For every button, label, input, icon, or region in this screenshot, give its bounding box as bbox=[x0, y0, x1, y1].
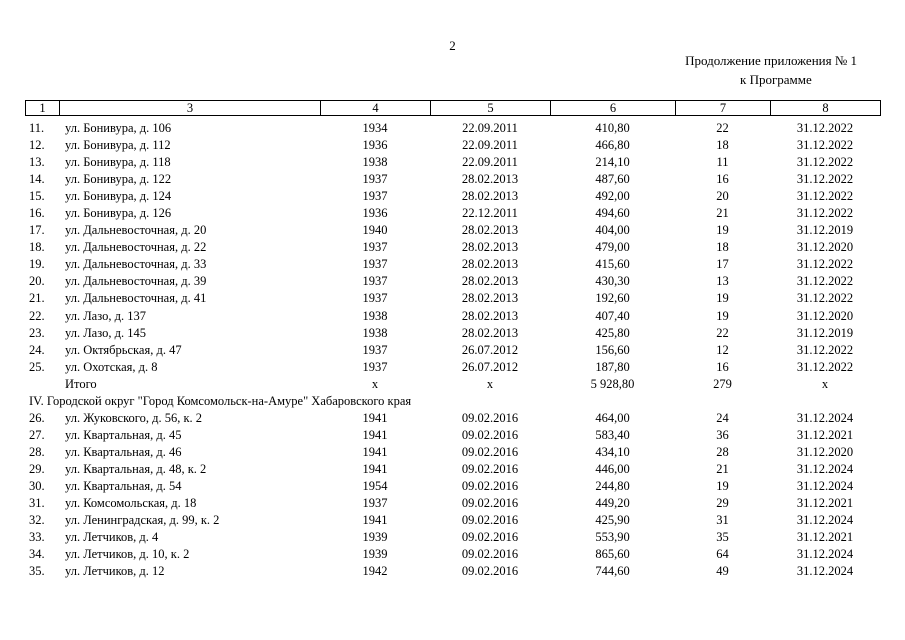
appendix-subtitle: к Программе bbox=[740, 72, 812, 87]
row-number: 32. bbox=[29, 513, 45, 528]
people-cell: 12 bbox=[716, 342, 729, 357]
deadline-cell: 31.12.2020 bbox=[796, 308, 854, 323]
date-cell: 28.02.2013 bbox=[461, 308, 519, 323]
date-cell: 28.02.2013 bbox=[461, 240, 519, 255]
deadline-cell: 31.12.2019 bbox=[796, 325, 854, 340]
address-cell: ул. Летчиков, д. 4 bbox=[65, 530, 159, 545]
row-number: 12. bbox=[29, 138, 45, 153]
year-cell: 1937 bbox=[362, 172, 388, 187]
row-number: 16. bbox=[29, 206, 45, 221]
deadline-cell: 31.12.2022 bbox=[796, 138, 854, 153]
date-cell: 26.07.2012 bbox=[461, 342, 519, 357]
date-cell: 28.02.2013 bbox=[461, 325, 519, 340]
year-cell: 1938 bbox=[362, 308, 388, 323]
address-cell: ул. Лазо, д. 137 bbox=[65, 308, 146, 323]
people-cell: 13 bbox=[716, 274, 729, 289]
total-row bbox=[25, 376, 880, 393]
column-header: 3 bbox=[60, 101, 321, 116]
date-cell: 09.02.2016 bbox=[461, 564, 519, 579]
row-number: 25. bbox=[29, 359, 45, 374]
table-row bbox=[25, 120, 880, 137]
area-cell: 865,60 bbox=[595, 547, 630, 562]
table-row bbox=[25, 495, 880, 512]
area-cell: 553,90 bbox=[595, 530, 630, 545]
table-row bbox=[25, 427, 880, 444]
date-cell: 22.09.2011 bbox=[462, 138, 518, 153]
table-row bbox=[25, 325, 880, 342]
area-cell: 410,80 bbox=[595, 121, 630, 136]
total-people: 279 bbox=[713, 376, 732, 391]
date-cell: 09.02.2016 bbox=[461, 513, 519, 528]
deadline-cell: 31.12.2020 bbox=[796, 240, 854, 255]
table-row bbox=[25, 546, 880, 563]
date-cell: 28.02.2013 bbox=[461, 274, 519, 289]
address-cell: ул. Дальневосточная, д. 39 bbox=[65, 274, 207, 289]
column-header: 7 bbox=[676, 101, 771, 116]
date-cell: 09.02.2016 bbox=[461, 410, 519, 425]
people-cell: 22 bbox=[716, 121, 729, 136]
date-cell: 22.09.2011 bbox=[462, 121, 518, 136]
address-cell: ул. Бонивура, д. 118 bbox=[65, 155, 171, 170]
year-cell: 1937 bbox=[362, 240, 388, 255]
total-deadline: х bbox=[821, 376, 829, 391]
address-cell: ул. Квартальная, д. 48, к. 2 bbox=[65, 461, 207, 476]
column-header: 5 bbox=[431, 101, 551, 116]
area-cell: 492,00 bbox=[595, 189, 630, 204]
date-cell: 09.02.2016 bbox=[461, 427, 519, 442]
people-cell: 11 bbox=[716, 155, 729, 170]
people-cell: 49 bbox=[716, 564, 729, 579]
area-cell: 415,60 bbox=[595, 257, 630, 272]
people-cell: 16 bbox=[716, 172, 729, 187]
area-cell: 244,80 bbox=[595, 479, 630, 493]
table-row bbox=[25, 171, 880, 188]
table-row bbox=[25, 290, 880, 307]
area-cell: 425,80 bbox=[595, 325, 630, 340]
address-cell: ул. Бонивура, д. 112 bbox=[65, 138, 171, 153]
table-row bbox=[25, 478, 880, 495]
table-row bbox=[25, 137, 880, 154]
people-cell: 16 bbox=[716, 359, 729, 374]
total-area: 5 928,80 bbox=[590, 376, 635, 391]
section-title: IV. Городской округ "Город Комсомольск-на-Амуре" Хабаровского края bbox=[29, 393, 412, 408]
year-cell: 1938 bbox=[362, 325, 388, 340]
year-cell: 1937 bbox=[362, 496, 388, 511]
row-number: 21. bbox=[29, 291, 45, 306]
year-cell: 1934 bbox=[362, 121, 388, 136]
year-cell: 1937 bbox=[362, 342, 388, 357]
row-number: 31. bbox=[29, 496, 45, 511]
address-cell: ул. Жуковского, д. 56, к. 2 bbox=[65, 410, 203, 425]
empty-cell bbox=[25, 376, 59, 393]
table-row bbox=[25, 461, 880, 478]
row-number: 26. bbox=[29, 410, 45, 425]
address-cell: ул. Ленинградская, д. 99, к. 2 bbox=[65, 513, 220, 528]
row-number: 33. bbox=[29, 530, 45, 545]
address-cell: ул. Дальневосточная, д. 20 bbox=[65, 223, 207, 238]
area-cell: 479,00 bbox=[595, 240, 630, 255]
year-cell: 1939 bbox=[362, 547, 388, 562]
table-row bbox=[25, 188, 880, 205]
table-row bbox=[25, 222, 880, 239]
row-number: 27. bbox=[29, 427, 45, 442]
table-row bbox=[25, 563, 880, 580]
people-cell: 19 bbox=[716, 223, 729, 238]
year-cell: 1936 bbox=[362, 206, 388, 221]
people-cell: 17 bbox=[716, 257, 729, 272]
row-number: 22. bbox=[29, 308, 45, 323]
area-cell: 446,00 bbox=[595, 461, 630, 476]
table-row bbox=[25, 154, 880, 171]
area-cell: 487,60 bbox=[595, 172, 630, 187]
date-cell: 28.02.2013 bbox=[461, 189, 519, 204]
deadline-cell: 31.12.2022 bbox=[796, 189, 854, 204]
area-cell: 466,80 bbox=[595, 138, 630, 153]
address-cell: ул. Бонивура, д. 126 bbox=[65, 206, 172, 221]
address-cell: ул. Октябрьская, д. 47 bbox=[65, 342, 182, 357]
column-header: 1 bbox=[26, 101, 60, 116]
deadline-cell: 31.12.2024 bbox=[796, 479, 854, 493]
row-number: 28. bbox=[29, 444, 45, 459]
deadline-cell: 31.12.2022 bbox=[796, 121, 854, 136]
people-cell: 21 bbox=[716, 461, 729, 476]
table-row bbox=[25, 273, 880, 290]
row-number: 29. bbox=[29, 461, 45, 476]
people-cell: 64 bbox=[716, 547, 729, 562]
date-cell: 09.02.2016 bbox=[461, 547, 519, 562]
deadline-cell: 31.12.2022 bbox=[796, 257, 854, 272]
deadline-cell: 31.12.2019 bbox=[796, 223, 854, 238]
date-cell: 22.09.2011 bbox=[462, 155, 518, 170]
row-number: 34. bbox=[29, 547, 45, 562]
table-row bbox=[25, 239, 880, 256]
row-number: 23. bbox=[29, 325, 45, 340]
people-cell: 36 bbox=[716, 427, 729, 442]
table-row bbox=[25, 529, 880, 546]
people-cell: 31 bbox=[716, 513, 729, 528]
address-cell: ул. Бонивура, д. 124 bbox=[65, 189, 172, 204]
area-cell: 583,40 bbox=[595, 427, 630, 442]
area-cell: 425,90 bbox=[595, 513, 630, 528]
column-header-row bbox=[26, 101, 881, 116]
people-cell: 19 bbox=[716, 308, 729, 323]
area-cell: 187,80 bbox=[595, 359, 630, 374]
deadline-cell: 31.12.2024 bbox=[796, 513, 854, 528]
row-number: 15. bbox=[29, 189, 45, 204]
deadline-cell: 31.12.2022 bbox=[796, 291, 854, 306]
year-cell: 1941 bbox=[362, 410, 388, 425]
date-cell: 22.12.2011 bbox=[462, 206, 518, 221]
area-cell: 430,30 bbox=[595, 274, 630, 289]
total-year: х bbox=[371, 376, 379, 391]
people-cell: 21 bbox=[716, 206, 729, 221]
year-cell: 1941 bbox=[362, 513, 388, 528]
row-number: 30. bbox=[29, 479, 45, 493]
date-cell: 09.02.2016 bbox=[461, 461, 519, 476]
deadline-cell: 31.12.2022 bbox=[796, 172, 854, 187]
column-header: 4 bbox=[321, 101, 431, 116]
row-number: 14. bbox=[29, 172, 45, 187]
year-cell: 1940 bbox=[362, 223, 388, 238]
year-cell: 1937 bbox=[362, 257, 388, 272]
people-cell: 19 bbox=[716, 479, 729, 493]
address-cell: ул. Лазо, д. 145 bbox=[65, 325, 146, 340]
area-cell: 494,60 bbox=[595, 206, 630, 221]
people-cell: 28 bbox=[716, 444, 729, 459]
area-cell: 464,00 bbox=[595, 410, 630, 425]
address-cell: ул. Квартальная, д. 46 bbox=[65, 444, 182, 459]
deadline-cell: 31.12.2021 bbox=[796, 427, 854, 442]
total-label: Итого bbox=[65, 376, 97, 391]
address-cell: ул. Квартальная, д. 45 bbox=[65, 427, 182, 442]
deadline-cell: 31.12.2024 bbox=[796, 564, 854, 579]
table-row bbox=[25, 342, 880, 359]
address-cell: ул. Дальневосточная, д. 33 bbox=[65, 257, 207, 272]
people-cell: 20 bbox=[716, 189, 729, 204]
date-cell: 09.02.2016 bbox=[461, 444, 519, 459]
row-number: 18. bbox=[29, 240, 45, 255]
year-cell: 1936 bbox=[362, 138, 388, 153]
year-cell: 1937 bbox=[362, 291, 388, 306]
address-cell: ул. Бонивура, д. 122 bbox=[65, 172, 172, 187]
total-date: х bbox=[486, 376, 494, 391]
row-number: 11. bbox=[29, 121, 45, 136]
year-cell: 1941 bbox=[362, 427, 388, 442]
table-row bbox=[25, 359, 880, 376]
people-cell: 19 bbox=[716, 291, 729, 306]
table-row bbox=[25, 308, 880, 325]
deadline-cell: 31.12.2022 bbox=[796, 206, 854, 221]
deadline-cell: 31.12.2024 bbox=[796, 461, 854, 476]
deadline-cell: 31.12.2024 bbox=[796, 410, 854, 425]
deadline-cell: 31.12.2021 bbox=[796, 496, 854, 511]
table-row bbox=[25, 444, 880, 461]
area-cell: 744,60 bbox=[595, 564, 630, 579]
year-cell: 1942 bbox=[362, 564, 388, 579]
housing-table bbox=[25, 120, 880, 580]
deadline-cell: 31.12.2020 bbox=[796, 444, 854, 459]
deadline-cell: 31.12.2024 bbox=[796, 547, 854, 562]
address-cell: ул. Охотская, д. 8 bbox=[65, 359, 158, 374]
area-cell: 214,10 bbox=[595, 155, 630, 170]
address-cell: ул. Дальневосточная, д. 41 bbox=[65, 291, 207, 306]
area-cell: 156,60 bbox=[595, 342, 630, 357]
people-cell: 22 bbox=[716, 325, 729, 340]
address-cell: ул. Бонивура, д. 106 bbox=[65, 121, 172, 136]
date-cell: 28.02.2013 bbox=[461, 172, 519, 187]
date-cell: 09.02.2016 bbox=[461, 530, 519, 545]
row-number: 19. bbox=[29, 257, 45, 272]
deadline-cell: 31.12.2021 bbox=[796, 530, 854, 545]
deadline-cell: 31.12.2022 bbox=[796, 359, 854, 374]
column-header: 6 bbox=[551, 101, 676, 116]
page-number: 2 bbox=[449, 38, 456, 53]
row-number: 17. bbox=[29, 223, 45, 238]
row-number: 20. bbox=[29, 274, 45, 289]
people-cell: 24 bbox=[716, 410, 729, 425]
date-cell: 09.02.2016 bbox=[461, 479, 519, 493]
deadline-cell: 31.12.2022 bbox=[796, 342, 854, 357]
people-cell: 18 bbox=[716, 240, 729, 255]
year-cell: 1937 bbox=[362, 274, 388, 289]
date-cell: 26.07.2012 bbox=[461, 359, 519, 374]
date-cell: 28.02.2013 bbox=[461, 223, 519, 238]
column-header-table bbox=[25, 100, 881, 116]
deadline-cell: 31.12.2022 bbox=[796, 274, 854, 289]
date-cell: 09.02.2016 bbox=[461, 496, 519, 511]
address-cell: ул. Дальневосточная, д. 22 bbox=[65, 240, 207, 255]
year-cell: 1938 bbox=[362, 155, 388, 170]
table-row bbox=[25, 256, 880, 273]
address-cell: ул. Комсомольская, д. 18 bbox=[65, 496, 197, 511]
area-cell: 407,40 bbox=[595, 308, 630, 323]
section-row bbox=[25, 393, 880, 410]
date-cell: 28.02.2013 bbox=[461, 257, 519, 272]
year-cell: 1941 bbox=[362, 444, 388, 459]
people-cell: 35 bbox=[716, 530, 729, 545]
table-row bbox=[25, 512, 880, 529]
table-row bbox=[25, 410, 880, 427]
people-cell: 18 bbox=[716, 138, 729, 153]
year-cell: 1954 bbox=[362, 479, 388, 493]
address-cell: ул. Квартальная, д. 54 bbox=[65, 479, 182, 493]
address-cell: ул. Летчиков, д. 10, к. 2 bbox=[65, 547, 190, 562]
column-header: 8 bbox=[771, 101, 881, 116]
date-cell: 28.02.2013 bbox=[461, 291, 519, 306]
year-cell: 1937 bbox=[362, 189, 388, 204]
year-cell: 1937 bbox=[362, 359, 388, 374]
row-number: 24. bbox=[29, 342, 45, 357]
address-cell: ул. Летчиков, д. 12 bbox=[65, 564, 165, 579]
area-cell: 404,00 bbox=[595, 223, 630, 238]
year-cell: 1939 bbox=[362, 530, 388, 545]
appendix-title: Продолжение приложения № 1 bbox=[685, 53, 857, 68]
row-number: 13. bbox=[29, 155, 45, 170]
year-cell: 1941 bbox=[362, 461, 388, 476]
area-cell: 434,10 bbox=[595, 444, 630, 459]
people-cell: 29 bbox=[716, 496, 729, 511]
area-cell: 192,60 bbox=[595, 291, 630, 306]
deadline-cell: 31.12.2022 bbox=[796, 155, 854, 170]
area-cell: 449,20 bbox=[595, 496, 630, 511]
table-row bbox=[25, 205, 880, 222]
row-number: 35. bbox=[29, 564, 45, 579]
